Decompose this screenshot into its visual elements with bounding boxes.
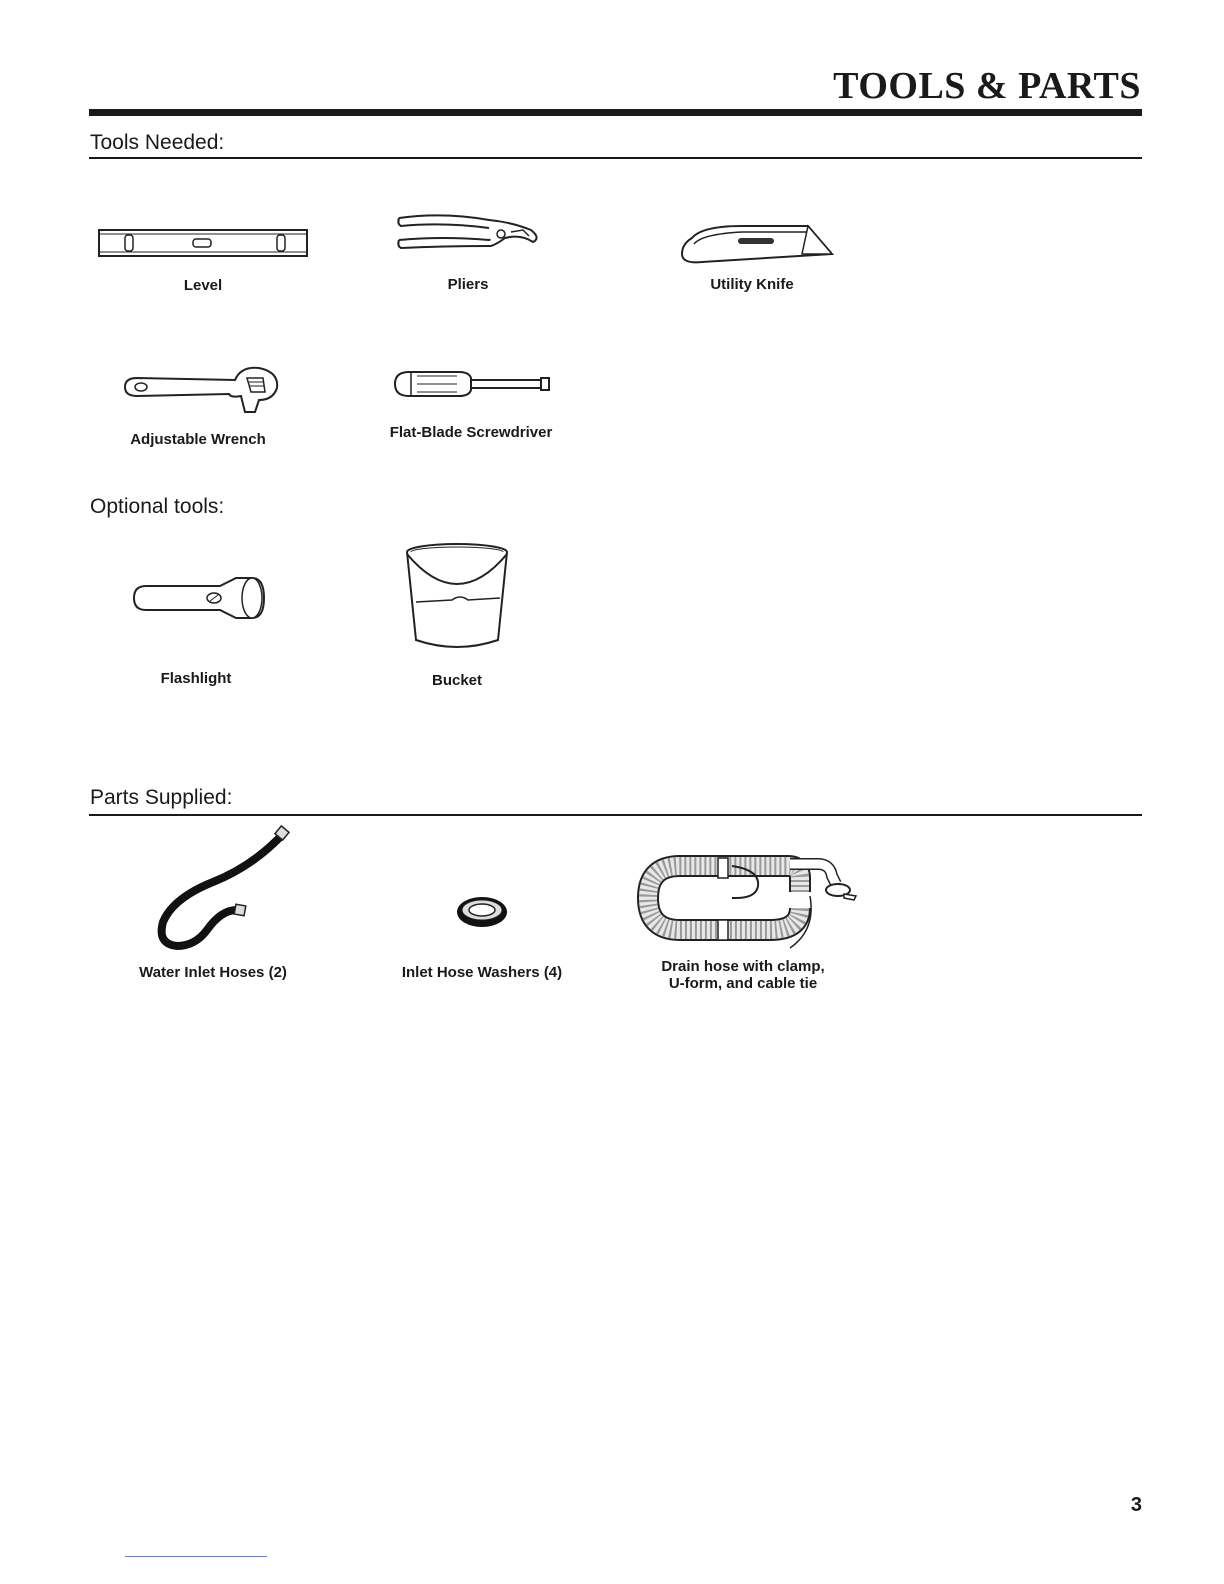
tool-item-adjustable-wrench [108, 362, 288, 448]
tool-item-screwdriver [378, 368, 564, 441]
hose-washer-icon [452, 892, 512, 932]
title-rule [89, 109, 1142, 116]
adjustable-wrench-icon [117, 362, 279, 418]
part-item-hose-washers [390, 892, 574, 981]
bucket-icon [402, 538, 512, 652]
part-label-drain-hose: Drain hose with clamp, U-form, and cable tie [661, 958, 825, 992]
tool-label-adjustable-wrench: Adjustable Wrench [130, 431, 266, 448]
pliers-icon [393, 210, 543, 262]
level-icon [95, 224, 311, 264]
tool-label-screwdriver: Flat-Blade Screwdriver [389, 424, 553, 441]
tools-needed-heading: Tools Needed: [90, 131, 225, 154]
part-label-water-inlet-hoses: Water Inlet Hoses (2) [139, 964, 287, 981]
water-inlet-hose-icon [133, 826, 293, 954]
footer-line [125, 1556, 267, 1557]
tool-item-utility-knife [662, 214, 842, 293]
tool-label-level: Level [183, 277, 223, 294]
optional-item-flashlight [120, 574, 272, 687]
optional-label-flashlight: Flashlight [160, 670, 232, 687]
parts-supplied-heading: Parts Supplied: [90, 786, 233, 809]
part-item-drain-hose [640, 854, 846, 992]
flashlight-icon [126, 574, 266, 622]
tool-item-pliers [378, 210, 558, 293]
tool-label-pliers: Pliers [447, 276, 489, 293]
tool-item-level [90, 224, 316, 294]
drain-hose-icon [640, 854, 860, 950]
optional-tools-heading: Optional tools: [90, 495, 225, 518]
tools-needed-rule [89, 157, 1142, 159]
optional-item-bucket [390, 538, 524, 689]
part-label-hose-washers: Inlet Hose Washers (4) [401, 964, 563, 981]
part-item-water-inlet-hoses [120, 826, 306, 981]
tool-label-utility-knife: Utility Knife [710, 276, 794, 293]
page-title: TOOLS & PARTS [833, 65, 1141, 107]
page-number: 3 [1130, 1494, 1142, 1516]
parts-supplied-rule [89, 814, 1142, 816]
optional-label-bucket: Bucket [431, 672, 483, 689]
utility-knife-icon [672, 214, 832, 270]
screwdriver-icon [391, 368, 551, 400]
